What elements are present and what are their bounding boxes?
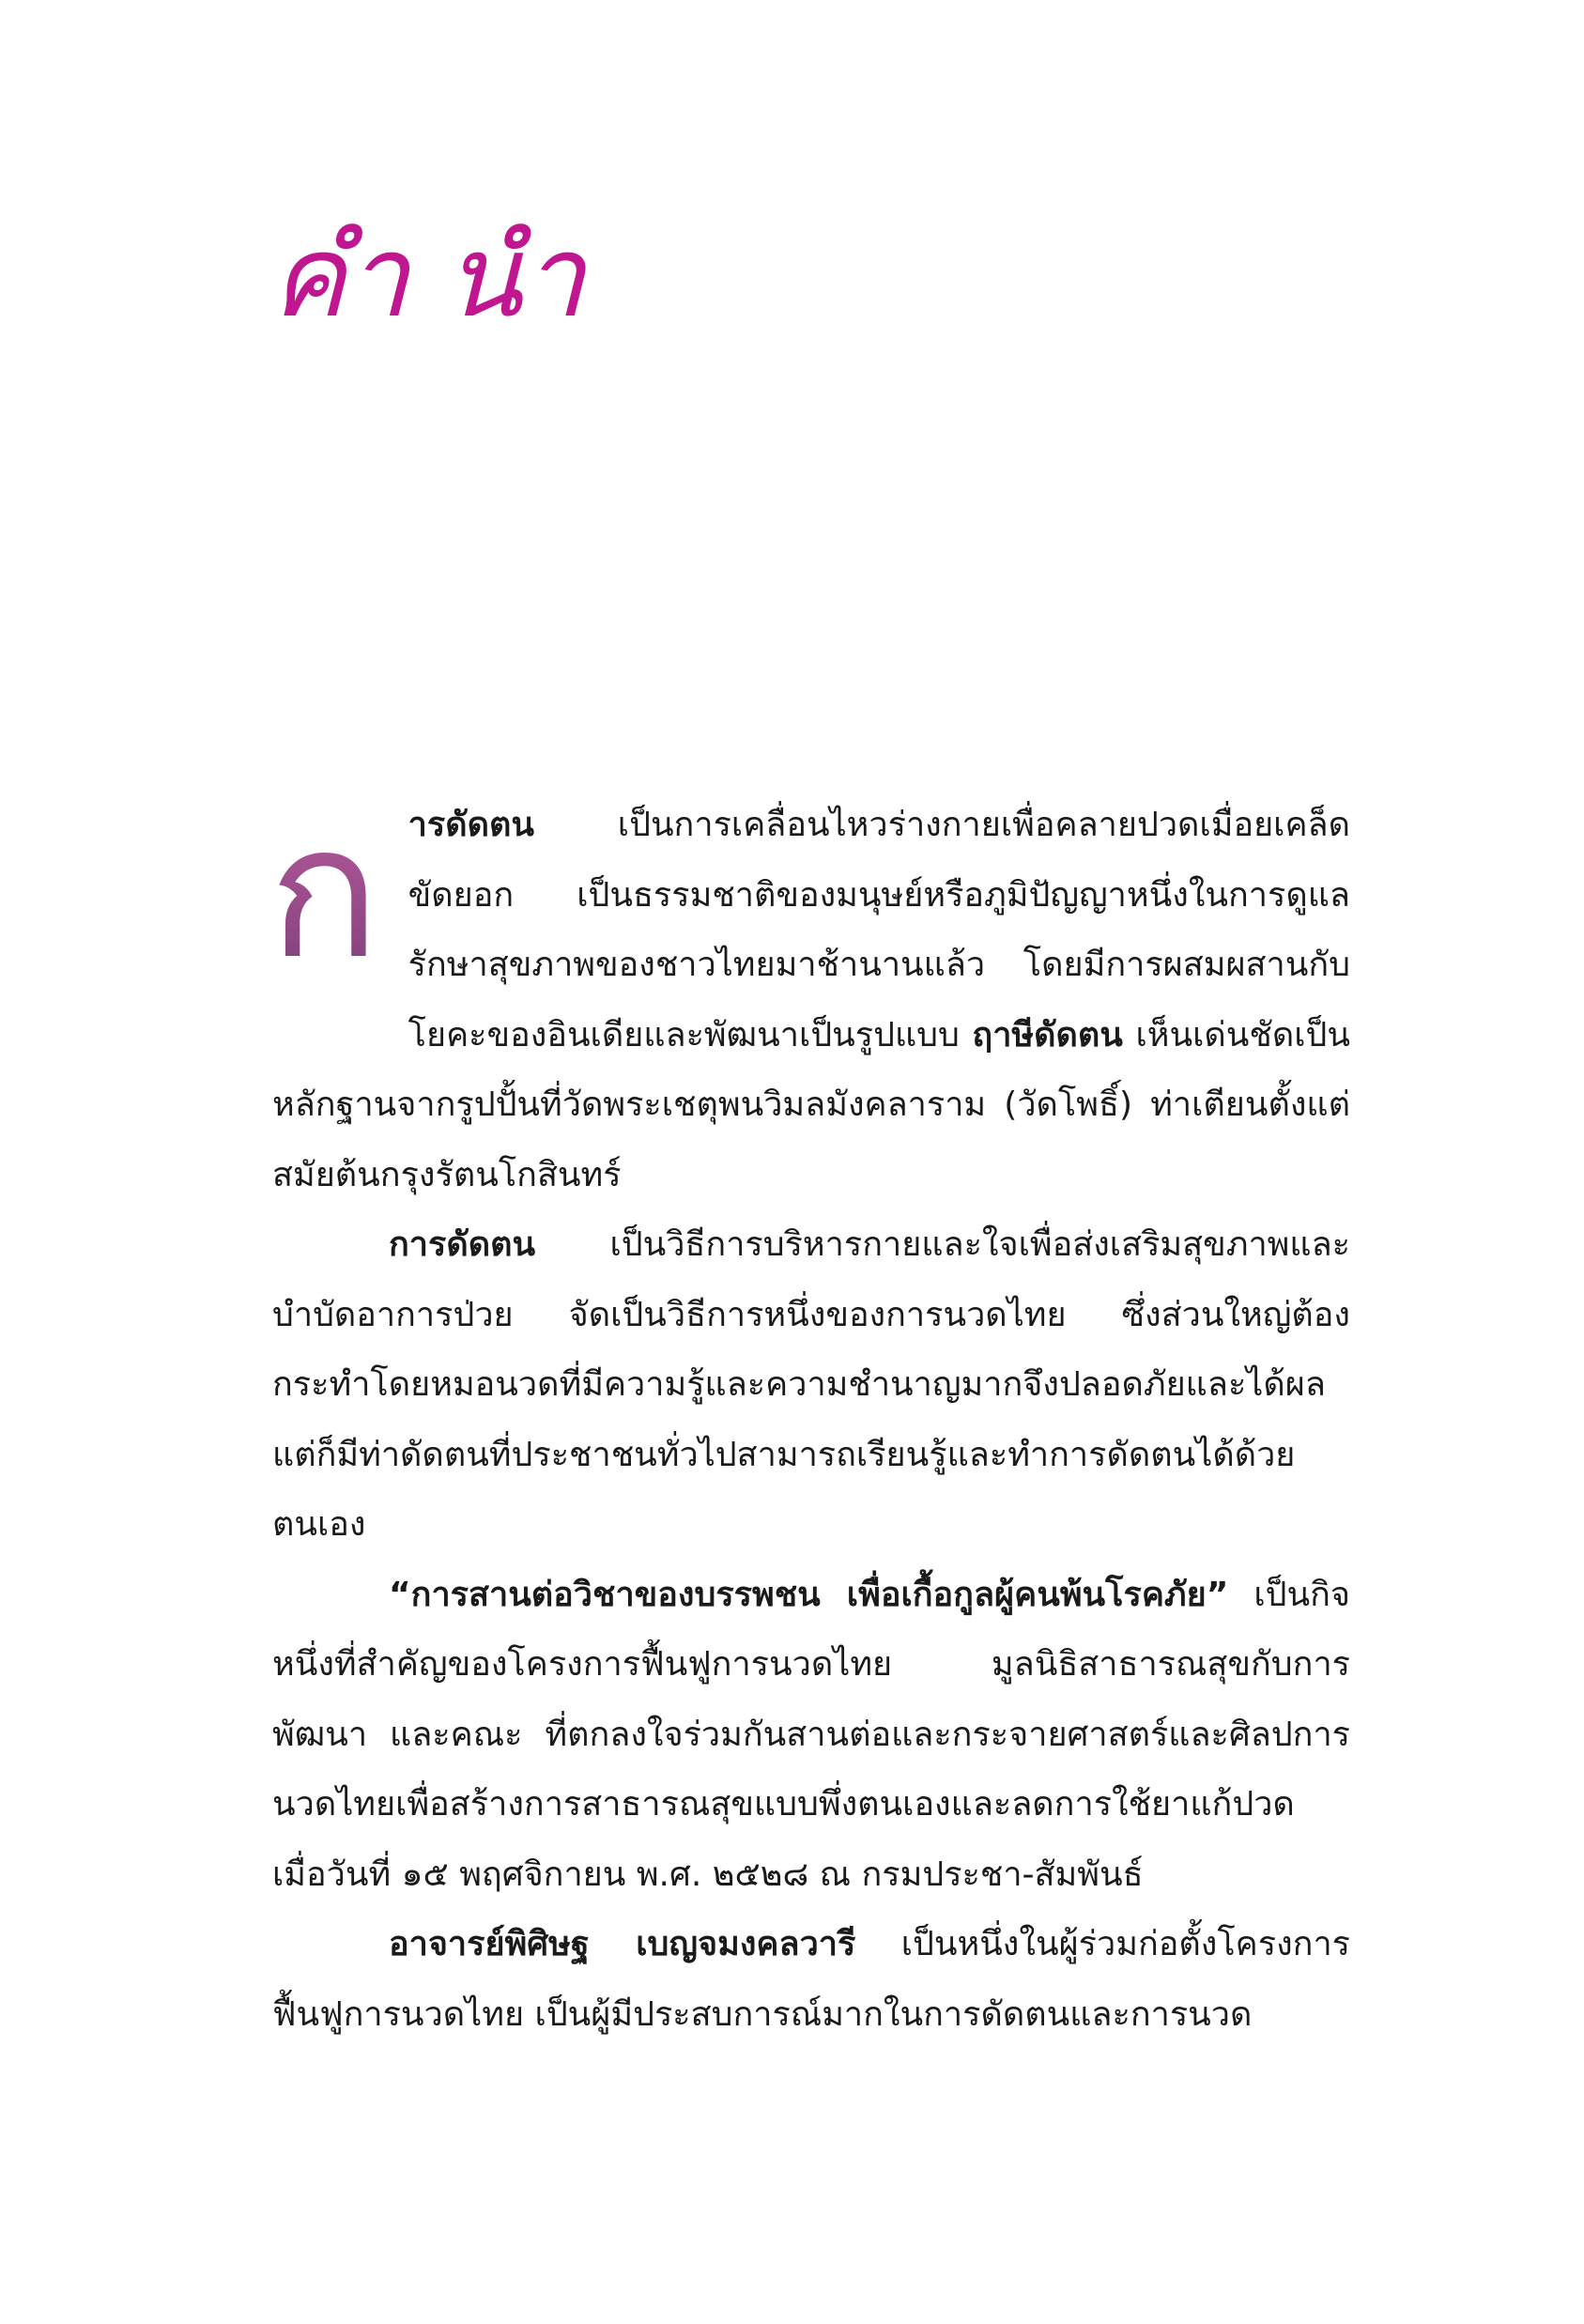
term-ruesi-dat-ton: ฤาษีดัดตน (972, 1015, 1123, 1054)
paragraph-2-text: เป็นวิธีการบริหารกายและใจเพื่อส่งเสริมสุขภาพและบำบัดอาการป่วย จัดเป็นวิธีการหนึ่งของการนวดไทย ซึ่งส่วนใหญ่ต้องกระทำโดยหมอนวดที่มีความรู้และความชำนาญมากจึงปลอดภัยและได้ผล แต่ก็มีท่าดัดตนที่ประชาชนทั่วไปสามารถเรียนรู้และทำการดัดตนได้ด้วยตนเอง (272, 1225, 1350, 1544)
paragraph-1-text-b: เห็นเด่นชัดเป็นหลักฐานจากรูปปั้นที่วัดพระเชตุพนวิมลมังคลาราม (วัดโพธิ์) ท่าเตียนตั้งแต่สมัยต้นกรุงรัตนโกสินทร์ (272, 1015, 1350, 1194)
paragraph-1-text-a: เป็นการเคลื่อนไหวร่างกายเพื่อคลายปวดเมื่อยเคล็ดขัดยอก เป็นธรรมชาติของมนุษย์หรือภูมิปัญญาหนึ่งในการดูแลรักษาสุขภาพของชาวไทยมาช้านานแล้ว โดยมีการผสมผสานกับโยคะของอินเดียและพัฒนาเป็นรูปแบบ (408, 806, 1350, 1054)
author-name: อาจารย์พิศิษฐ เบญจมงคลวารี (389, 1925, 856, 1963)
paragraph-3 (272, 1561, 1350, 1911)
paragraph-1 (269, 786, 1350, 1210)
preface-body (269, 786, 1350, 2050)
term-kan-dat-ton: การดัดตน (389, 1225, 536, 1264)
paragraph-4-text: เป็นหนึ่งในผู้ร่วมก่อตั้งโครงการฟื้นฟูการนวดไทย เป็นผู้มีประสบการณ์มากในการดัดตนและการนวด (272, 1925, 1350, 2034)
drop-cap: ก (269, 786, 380, 1000)
page-title: คำนำ (270, 212, 622, 343)
paragraph-4 (272, 1910, 1350, 2050)
paragraph-2 (272, 1210, 1350, 1561)
term-dat-ton: ารดัดตน (408, 806, 534, 844)
motto-quote: “การสานต่อวิชาของบรรพชน เพื่อเกื้อกูลผู้คนพ้นโรคภัย” (389, 1575, 1229, 1614)
paragraph-3-text: เป็นกิจหนึ่งที่สำคัญของโครงการฟื้นฟูการนวดไทย มูลนิธิสาธารณสุขกับการพัฒนา และคณะ ที่ตกลงใจร่วมกันสานต่อและกระจายศาสตร์และศิลปการนวดไทยเพื่อสร้างการสาธารณสุขแบบพึ่งตนเองและลดการใช้ยาแก้ปวด เมื่อวันที่ ๑๕ พฤศจิกายน พ.ศ. ๒๕๒๘ ณ กรมประชา-สัมพันธ์ (272, 1575, 1350, 1894)
